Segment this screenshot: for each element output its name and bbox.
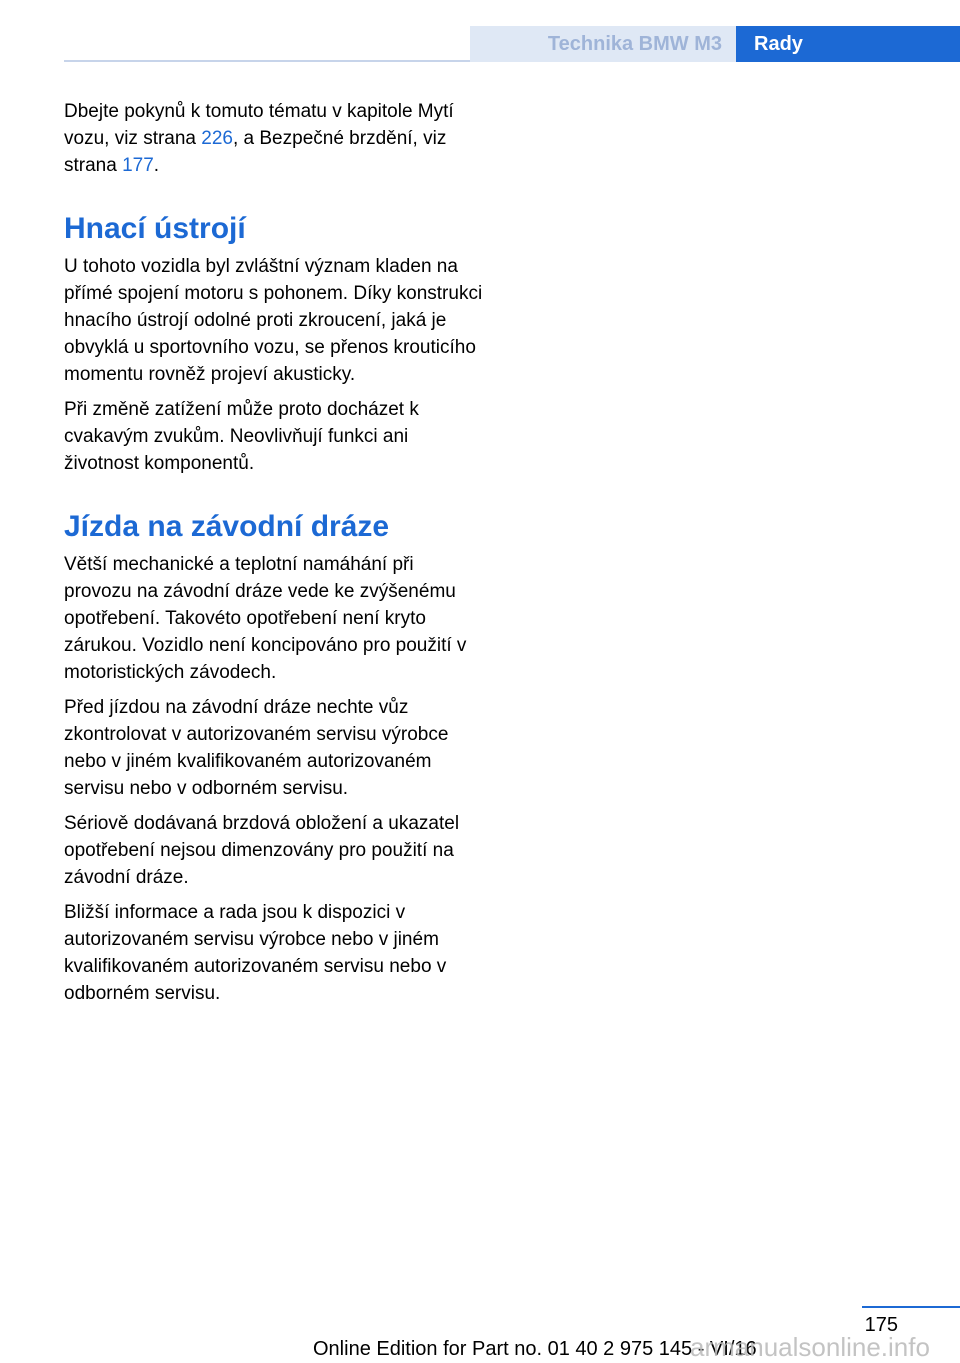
header-section-title [470, 26, 736, 62]
section-heading-racetrack: Jízda na závodní dráze [64, 510, 390, 543]
racetrack-paragraph-4: Bližší informace a rada jsou k dispozici v autorizovaném servisu výrobce nebo v jiném kvalifikovaném autorizovaném servisu nebo v odborném servisu. [64, 902, 447, 1004]
racetrack-paragraph-2: Před jízdou na závodní dráze nechte vůz zkontrolovat v autorizovaném servisu výrobce nebo v jiném kvalifikovaném autorizovaném servisu nebo v odborném servisu. [64, 697, 449, 799]
page-link-226[interactable]: 226 [201, 128, 233, 149]
footer-edition-text: Online Edition for Part no. 01 40 2 975 145 - VI/16 [313, 1338, 757, 1360]
header-chapter-label: Rady [754, 32, 803, 55]
page-number: 175 [864, 1314, 898, 1336]
racetrack-paragraph-1: Větší mechanické a teplotní namáhání při provozu na závodní dráze vede ke zvýšenému opotřebení. Takovéto opotřebení není kryto zárukou. Vozidlo není koncipováno pro použití v motoristických závodech. [64, 554, 467, 683]
racetrack-paragraph-3: Sériově dodávaná brzdová obložení a ukazatel opotřebení nejsou dimenzovány pro použití na závodní dráze. [64, 813, 460, 888]
header-section-label: Technika BMW M3 [547, 32, 722, 55]
intro-text-3: . [153, 155, 160, 176]
page-number-rule [862, 1306, 960, 1308]
watermark: armanualsonline.info [690, 1332, 930, 1362]
intro-text-2: , a Bezpečné brzdění, viz strana [64, 128, 447, 176]
page-link-177[interactable]: 177 [122, 155, 154, 176]
intro-paragraph [64, 98, 484, 179]
header-chapter-tab [736, 26, 960, 62]
intro-text-1: Dbejte pokynů k tomuto tématu v kapitole Mytí vozu, viz strana [64, 101, 454, 149]
drivetrain-paragraph-2: Při změně zatížení může proto docházet k cvakavým zvukům. Neovlivňují funkci ani životnost komponentů. [64, 399, 419, 474]
section-heading-drivetrain: Hnací ústrojí [64, 212, 246, 245]
page-content [64, 98, 484, 1015]
drivetrain-paragraph-1: U tohoto vozidla byl zvláštní význam kladen na přímé spojení motoru s pohonem. Díky konstrukci hnacího ústrojí odolné proti zkroucení, jaká je obvyklá u sportovního vozu, se přenos krouticího momentu rovněž projeví akusticky. [64, 256, 483, 385]
